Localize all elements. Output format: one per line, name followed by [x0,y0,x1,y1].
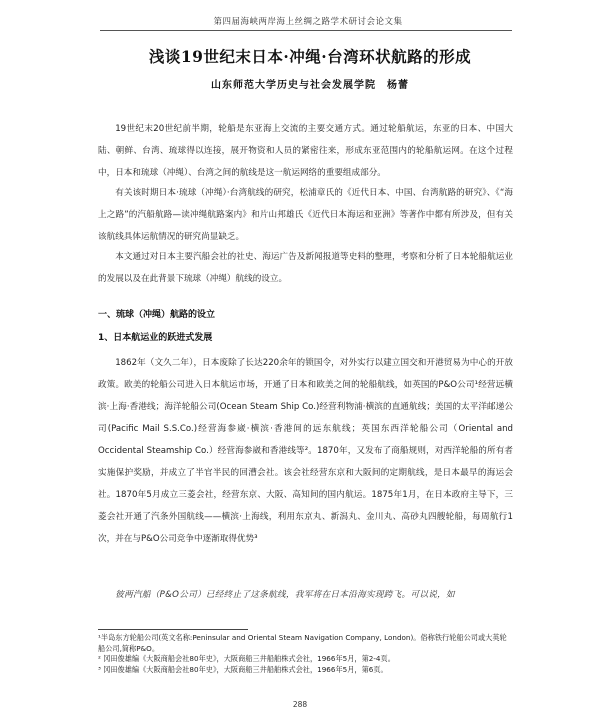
footnote-2: ² 冈田俊雄编《大阪商船会社80年史》，大阪商船三井船舶株式会社，1966年5月，第2-4页。 [98,654,395,663]
quoted-paragraph: 彼两汽船（P&O公司）已经终止了这条航线，我军将在日本沿海实现跨飞。可以说，如 [115,590,455,600]
subsection-heading: 1、日本航运业的跃进式发展 [98,333,213,343]
body-paragraph-2: 有关该时期日本·琉球（冲绳）·台湾航线的研究，松浦章氏的《近代日本、中国、台湾航路的研究》、《“海上之路”的汽船航路—读冲绳航路案内》和片山邦雄氏《近代日本海运和亚洲》等著作中都有所涉及，但有关该航线具体运航情况的研究尚显缺乏。 [98,188,513,242]
footnote-3: ³ 冈田俊雄编《大阪商船会社80年史》，大阪商船三井船舶株式会社，1966年5月，第6页。 [98,664,388,674]
footnote-rule [98,629,248,630]
footnote-1: ¹半岛东方轮船公司(英文名称:Peninsular and Oriental Steam Navigation Company, London)。俗称铁行轮船公司或大英轮船公司,简称P&O。 [98,633,507,653]
body-paragraph-4: 1862年（文久二年），日本废除了长达220余年的锁国令，对外实行以建立国交和开港贸易为中心的开放政策。欧美的轮船公司进入日本航运市场，开通了日本和欧美之间的轮船航线，如英国的P&O公司¹经营远横滨·上海·香港线；海洋轮船公司(Ocean Steam Ship Co.)经营利物浦·横滨的直通航线；美国的太平洋邮递公司(Pacific Mail S.S.Co.)经营海参崴·横滨·香港间的远东航线；英国东西洋轮船公司（Oriental and Occidental Steamship Co.）经营海参崴和香港线等²。1870年，又发布了商船规则，对西洋轮船的所有者实施保护奖励，并成立了半官半民的回漕会社。该会社经营东京和大阪间的定期航线，是日本最早的海运会社。1870年5月成立三菱会社，经营东京、大阪、高知间的国内航运。1875年1月，在日本政府主导下，三菱会社开通了汽条外国航线——横滨·上海线，利用东京丸、新潟丸、金川丸、高砂丸四艘轮船，每周航行1次，并在与P&O公司竞争中逐渐取得优势³ [98,358,513,544]
running-header: 第四届海峡两岸海上丝绸之路学术研讨会论文集 [213,17,403,27]
section-heading: 一、琉球（冲绳）航路的设立 [98,310,216,320]
author-affiliation: 山东师范大学历史与社会发展学院 杨蕾 [211,80,409,91]
header-rule [100,30,512,31]
footnotes [98,633,513,675]
body-paragraph-1: 19世纪末20世纪前半期，轮船是东亚海上交流的主要交通方式。通过轮船航运，东亚的日本、中国大陆、朝鲜、台湾、琉球得以连接，展开物资和人员的紧密往来，形成东亚范围内的轮船航运网。在这个过程中，日本和琉球（冲绳）、台湾之间的航线是这一航运网络的重要组成部分。 [98,124,513,178]
body-paragraph-3: 本文通过对日本主要汽船会社的社史、海运广告及新闻报道等史料的整理，考察和分析了日本轮船航运业的发展以及在此背景下琉球（冲绳）航线的设立。 [98,252,513,284]
page-number: 288 [292,700,308,709]
paper-title: 浅谈19世纪末日本·冲绳·台湾环状航路的形成 [148,47,472,66]
